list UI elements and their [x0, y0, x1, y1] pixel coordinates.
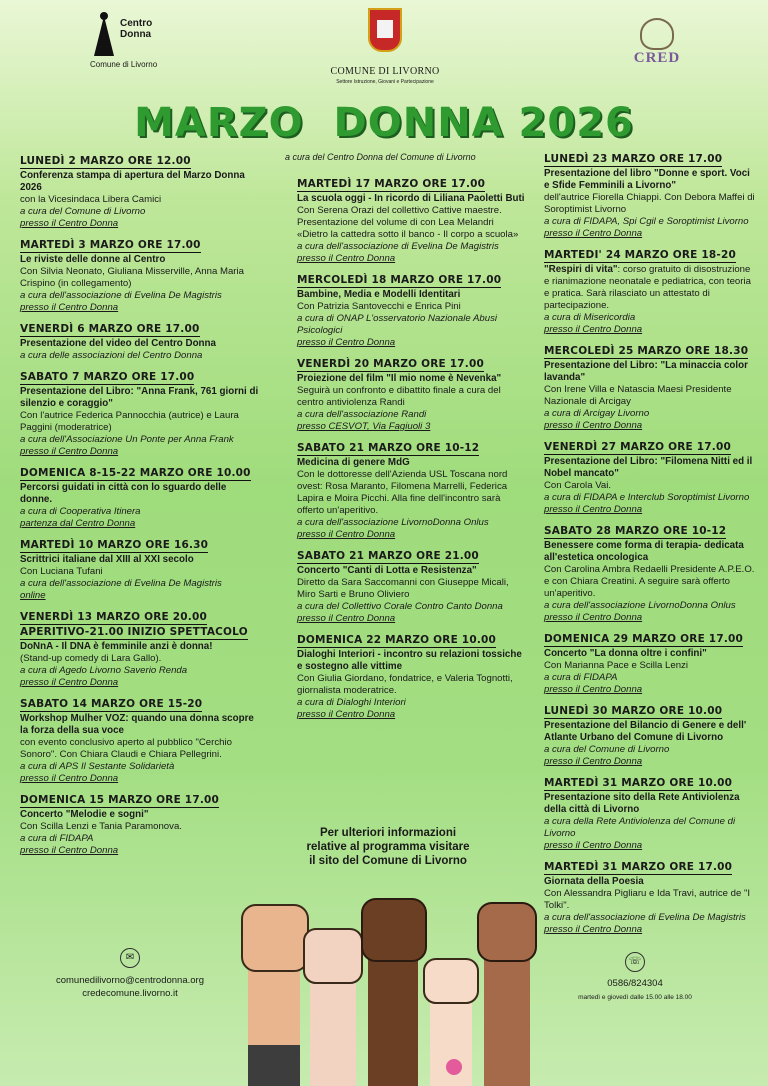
event-title: Concerto "Melodie e sogni" — [20, 809, 149, 820]
fist-4 — [424, 959, 478, 1086]
event-curator: a cura dell'associazione LivornoDonna Onlus — [544, 600, 736, 611]
event-curator: a cura di FIDAPA, Spi Cgil e Soroptimist Livorno — [544, 216, 749, 227]
event-curator: a cura dell'associazione di Evelina De Magistris — [20, 578, 222, 589]
event-place[interactable]: presso il Centro Donna — [544, 420, 643, 431]
event-place[interactable]: presso il Centro Donna — [544, 840, 643, 851]
event-desc: Con Alessandra Pigliaru e Ida Travi, autrice de "I Tolki". — [544, 888, 751, 911]
event-date: DOMENICA 8-15-22 MARZO ORE 10.00 — [20, 467, 251, 479]
event-curator: a cura dell'associazione Randi — [297, 409, 427, 420]
fist-2 — [304, 929, 362, 1086]
logo-line2: Donna — [120, 29, 152, 40]
event-item — [20, 371, 260, 458]
event-place[interactable]: presso il Centro Donna — [544, 756, 643, 767]
event-date: MARTEDI' 24 MARZO ORE 18-20 — [544, 249, 736, 261]
event-title: Presentazione sito della Rete Antiviolenza della città di Livorno — [544, 792, 740, 815]
event-desc: Con Carola Vai. — [544, 480, 612, 491]
event-date2: APERITIVO-21.00 INIZIO SPETTACOLO — [20, 626, 248, 638]
event-desc: con la Vicesindaca Libera Camici — [20, 194, 162, 205]
info-text: Per ulteriori informazioni relative al programma visitare il sito del Comune di Livorno — [306, 827, 470, 867]
event-item — [20, 698, 260, 785]
event-place[interactable]: presso il Centro Donna — [544, 324, 643, 335]
event-item — [20, 239, 260, 314]
event-place[interactable]: presso il Centro Donna — [297, 709, 396, 720]
event-desc: Con Carolina Ambra Redaelli Presidente A.P.E.O. e con Chiara Creatini. A seguire sarà offerto un'aperitivo. — [544, 564, 755, 599]
logo-line1: Centro — [120, 18, 153, 29]
event-item — [544, 633, 756, 696]
event-desc: Con Silvia Neonato, Giuliana Misserville, Anna Maria Crispino (in collegamento) — [20, 266, 244, 289]
event-item — [544, 153, 756, 240]
event-title: Presentazione del Bilancio di Genere e dell' Atlante Urbano del Comune di Livorno — [544, 720, 747, 743]
event-curator: a cura di ONAP L'osservatorio Nazionale Abusi Psicologici — [297, 313, 498, 336]
event-item — [297, 634, 527, 721]
event-item — [297, 442, 527, 541]
event-place[interactable]: presso il Centro Donna — [20, 446, 119, 457]
event-title: Conferenza stampa di apertura del Marzo Donna 2026 — [20, 170, 245, 193]
contacts-left — [30, 948, 230, 1000]
event-title: "Respiri di vita" — [544, 264, 618, 275]
comune-sub: Settore Istruzione, Giovani e Partecipazione — [336, 79, 434, 85]
woman-figure-body — [94, 16, 114, 56]
event-date: MARTEDÌ 3 MARZO ORE 17.00 — [20, 239, 201, 251]
event-place[interactable]: presso il Centro Donna — [297, 529, 396, 540]
page-title: MARZO DONNA 2026 — [134, 100, 634, 146]
event-curator: a cura di FIDAPA — [20, 833, 94, 844]
column-1 — [20, 155, 260, 866]
event-date: DOMENICA 15 MARZO ORE 17.00 — [20, 794, 220, 806]
email-link[interactable]: comunedilivorno@centrodonna.org — [55, 975, 204, 986]
event-item — [20, 467, 260, 530]
event-title: Presentazione del Libro: "Anna Frank, 761 giorni di silenzio e coraggio" — [20, 386, 259, 409]
event-curator: a cura di APS Il Sestante Solidarietà — [20, 761, 175, 772]
event-date: SABATO 14 MARZO ORE 15-20 — [20, 698, 203, 710]
event-place[interactable]: presso il Centro Donna — [544, 228, 643, 239]
event-date: MARTEDÌ 31 MARZO ORE 10.00 — [544, 777, 733, 789]
event-place[interactable]: presso il Centro Donna — [544, 612, 643, 623]
event-item — [544, 345, 756, 432]
cred-name: CRED — [633, 50, 681, 66]
event-date: LUNEDÌ 2 MARZO ORE 12.00 — [20, 155, 191, 167]
cred-logo — [622, 18, 692, 70]
event-place[interactable]: presso il Centro Donna — [297, 337, 396, 348]
event-date: VENERDÌ 6 MARZO ORE 17.00 — [20, 323, 200, 335]
event-item — [20, 155, 260, 230]
event-desc: Con Irene Villa e Natascia Maesi Presidente Nazionale di Arcigay — [544, 384, 732, 407]
event-item — [297, 550, 527, 625]
event-date: MARTEDÌ 10 MARZO ORE 16.30 — [20, 539, 209, 551]
event-title: Giornata della Poesia — [544, 876, 644, 887]
event-item — [544, 249, 756, 336]
event-date: VENERDÌ 13 MARZO ORE 20.00 — [20, 611, 207, 623]
event-curator: a cura di Dialoghi Interiori — [297, 697, 406, 708]
event-title: Dialoghi Interiori - incontro su relazioni tossiche e sostegno alle vittime — [297, 649, 522, 672]
event-title: Presentazione del Libro: "La minaccia color lavanda" — [544, 360, 748, 383]
event-curator: a cura di Misericordia — [544, 312, 636, 323]
event-desc: Con l'autrice Federica Pannocchia (autrice) e Laura Paggini (moderatrice) — [20, 410, 239, 433]
event-title: Le riviste delle donne al Centro — [20, 254, 166, 265]
event-desc: Con Patrizia Santovecchi e Enrica Pini — [297, 301, 461, 312]
event-place[interactable]: online — [20, 590, 46, 601]
event-place[interactable]: presso il Centro Donna — [20, 845, 119, 856]
contacts-right — [560, 952, 710, 1001]
event-desc: Con Scilla Lenzi e Tania Paramonova. — [20, 821, 182, 832]
event-title: Presentazione del Libro: "Filomena Nitti ed il Nobel mancato" — [544, 456, 753, 479]
event-date: VENERDÌ 20 MARZO ORE 17.00 — [297, 358, 484, 370]
event-item — [544, 777, 756, 852]
event-date: LUNEDÌ 30 MARZO ORE 10.00 — [544, 705, 723, 717]
event-date: MERCOLEDÌ 25 MARZO ORE 18.30 — [544, 345, 749, 357]
event-desc: : corso gratuito di disostruzione e rianimazione neonatale e pediatrica, con teoria e pratica. Sarà rilasciato un attestato di partecipazione. — [544, 264, 751, 311]
fist-3 — [362, 899, 426, 1086]
col2-intro: a cura del Centro Donna del Comune di Livorno — [285, 152, 476, 162]
event-title: Concerto "La donna oltre i confini" — [544, 648, 707, 659]
event-place[interactable]: presso il Centro Donna — [20, 677, 119, 688]
event-place[interactable]: presso CESVOT, Via Fagiuoli 3 — [297, 421, 431, 432]
event-desc: con evento conclusivo aperto al pubblico "Cerchio Sonoro". Con Chiara Claudi e Chiara Pellegrini. — [20, 737, 232, 760]
column-2 — [297, 178, 527, 730]
fist-5 — [478, 903, 536, 1086]
event-place[interactable]: partenza dal Centro Donna — [20, 518, 136, 529]
event-date: VENERDÌ 27 MARZO ORE 17.00 — [544, 441, 731, 453]
event-curator: a cura di Arcigay Livorno — [544, 408, 650, 419]
event-place[interactable]: presso il Centro Donna — [544, 684, 643, 695]
event-item — [544, 441, 756, 516]
event-date: LUNEDÌ 23 MARZO ORE 17.00 — [544, 153, 723, 165]
event-curator: a cura dell'associazione di Evelina De Magistris — [297, 241, 499, 252]
phone-icon: ☏ — [625, 952, 645, 972]
event-place[interactable]: presso il Centro Donna — [544, 924, 643, 935]
event-date: MARTEDÌ 17 MARZO ORE 17.00 — [297, 178, 486, 190]
event-place[interactable]: presso il Centro Donna — [20, 302, 119, 313]
event-curator: a cura di Cooperativa Itinera — [20, 506, 141, 517]
city-crest-icon — [368, 8, 402, 52]
comune-livorno-logo — [330, 8, 440, 98]
event-title: Percorsi guidati in città con lo sguardo delle donne. — [20, 482, 227, 505]
event-desc: Con Serena Orazi del collettivo Cattive maestre. Presentazione del volume di con Lea Melandri «Dietro la cattedra sotto il banco - Il corpo a scuola» — [297, 205, 519, 240]
event-desc: dell'autrice Fiorella Chiappi. Con Debora Maffei di Soroptimist Livorno — [544, 192, 755, 215]
event-curator: a cura di FIDAPA — [544, 672, 618, 683]
website-link[interactable]: credecomune.livorno.it — [82, 988, 178, 999]
event-item — [20, 539, 260, 602]
event-desc: Con Marianna Pace e Scilla Lenzi — [544, 660, 688, 671]
event-title: Presentazione del libro "Donne e sport. Voci e Sfide Femminili a Livorno" — [544, 168, 750, 191]
opening-hours: martedì e giovedì dalle 15.00 alle 18.00 — [578, 994, 692, 1001]
event-date: SABATO 21 MARZO ORE 21.00 — [297, 550, 479, 562]
event-item — [297, 178, 527, 265]
event-curator: a cura di Agedo Livorno Saverio Renda — [20, 665, 188, 676]
event-item — [20, 323, 260, 362]
event-date: MARTEDÌ 31 MARZO ORE 17.00 — [544, 861, 733, 873]
event-curator: a cura dell'associazione di Evelina De Magistris — [544, 912, 746, 923]
centro-donna-logo — [80, 12, 190, 72]
event-date: SABATO 28 MARZO ORE 10-12 — [544, 525, 727, 537]
heart-icon — [446, 1059, 462, 1075]
event-curator: a cura delle associazioni del Centro Donna — [20, 350, 203, 361]
event-title: Scrittrici italiane dal XIII al XXI secolo — [20, 554, 194, 565]
event-place[interactable]: presso il Centro Donna — [297, 253, 396, 264]
event-item — [544, 705, 756, 768]
event-title: Benessere come forma di terapia- dedicata all'estetica oncologica — [544, 540, 744, 563]
phone-number[interactable]: 0586/824304 — [607, 978, 663, 989]
event-item — [20, 611, 260, 689]
raised-fists-illustration — [240, 895, 540, 1086]
event-title: Proiezione del film "Il mio nome è Nevenka" — [297, 373, 502, 384]
event-date: DOMENICA 22 MARZO ORE 10.00 — [297, 634, 497, 646]
comune-name: COMUNE DI LIVORNO — [330, 66, 440, 77]
event-title: Workshop Mulher VOZ: quando una donna scopre la forza della sua voce — [20, 713, 254, 736]
event-desc: Seguirà un confronto e dibattito finale a cura del centro antiviolenza Randi — [297, 385, 501, 408]
event-title: Presentazione del video del Centro Donna — [20, 338, 216, 349]
event-desc: Con Luciana Tufani — [20, 566, 103, 577]
tree-icon — [640, 18, 674, 50]
event-date: MERCOLEDÌ 18 MARZO ORE 17.00 — [297, 274, 502, 286]
fist-1 — [242, 905, 308, 1086]
event-desc: Diretto da Sara Saccomanni con Giuseppe Micali, Miro Sarti e Bruno Oliviero — [297, 577, 509, 600]
event-title: La scuola oggi - In ricordo di Liliana Paoletti Buti — [297, 193, 525, 204]
event-place[interactable]: presso il Centro Donna — [20, 218, 119, 229]
mail-icon: ✉ — [120, 948, 140, 968]
event-curator: a cura di FIDAPA e Interclub Soroptimist Livorno — [544, 492, 750, 503]
event-place[interactable]: presso il Centro Donna — [297, 613, 396, 624]
event-title: Concerto "Canti di Lotta e Resistenza" — [297, 565, 477, 576]
event-curator: a cura dell'associazione LivornoDonna Onlus — [297, 517, 489, 528]
event-desc: Con Giulia Giordano, fondatrice, e Valeria Tognotti, giornalista moderatrice. — [297, 673, 513, 696]
event-item — [20, 794, 260, 857]
event-item — [297, 274, 527, 349]
event-curator: a cura dell'Associazione Un Ponte per Anna Frank — [20, 434, 234, 445]
event-place[interactable]: presso il Centro Donna — [544, 504, 643, 515]
event-date: SABATO 7 MARZO ORE 17.00 — [20, 371, 195, 383]
event-curator: a cura della Rete Antiviolenza del Comune di Livorno — [544, 816, 736, 839]
event-date: SABATO 21 MARZO ORE 10-12 — [297, 442, 480, 454]
logo-line3: Comune di Livorno — [90, 60, 158, 69]
event-curator: a cura del Collettivo Corale Contro Canto Donna — [297, 601, 503, 612]
event-title: DoNnA - Il DNA è femminile anzi è donna! — [20, 641, 213, 652]
event-date: DOMENICA 29 MARZO ORE 17.00 — [544, 633, 744, 645]
column-3 — [544, 153, 756, 945]
event-desc: (Stand-up comedy di Lara Gallo). — [20, 653, 162, 664]
event-desc: Con le dottoresse dell'Azienda USL Toscana nord ovest: Rosa Maranto, Filomena Marrelli, Federica Lapira e Moira Picchi. Alla fine dell'incontro sarà offerto un'aperitivo. — [297, 469, 508, 516]
event-item — [544, 525, 756, 624]
event-curator: a cura del Comune di Livorno — [544, 744, 670, 755]
event-place[interactable]: presso il Centro Donna — [20, 773, 119, 784]
event-title: Bambine, Media e Modelli Identitari — [297, 289, 461, 300]
event-curator: a cura del Comune di Livorno — [20, 206, 146, 217]
event-item — [297, 358, 527, 433]
event-item — [544, 861, 756, 936]
event-title: Medicina di genere MdG — [297, 457, 410, 468]
event-curator: a cura dell'associazione di Evelina De Magistris — [20, 290, 222, 301]
